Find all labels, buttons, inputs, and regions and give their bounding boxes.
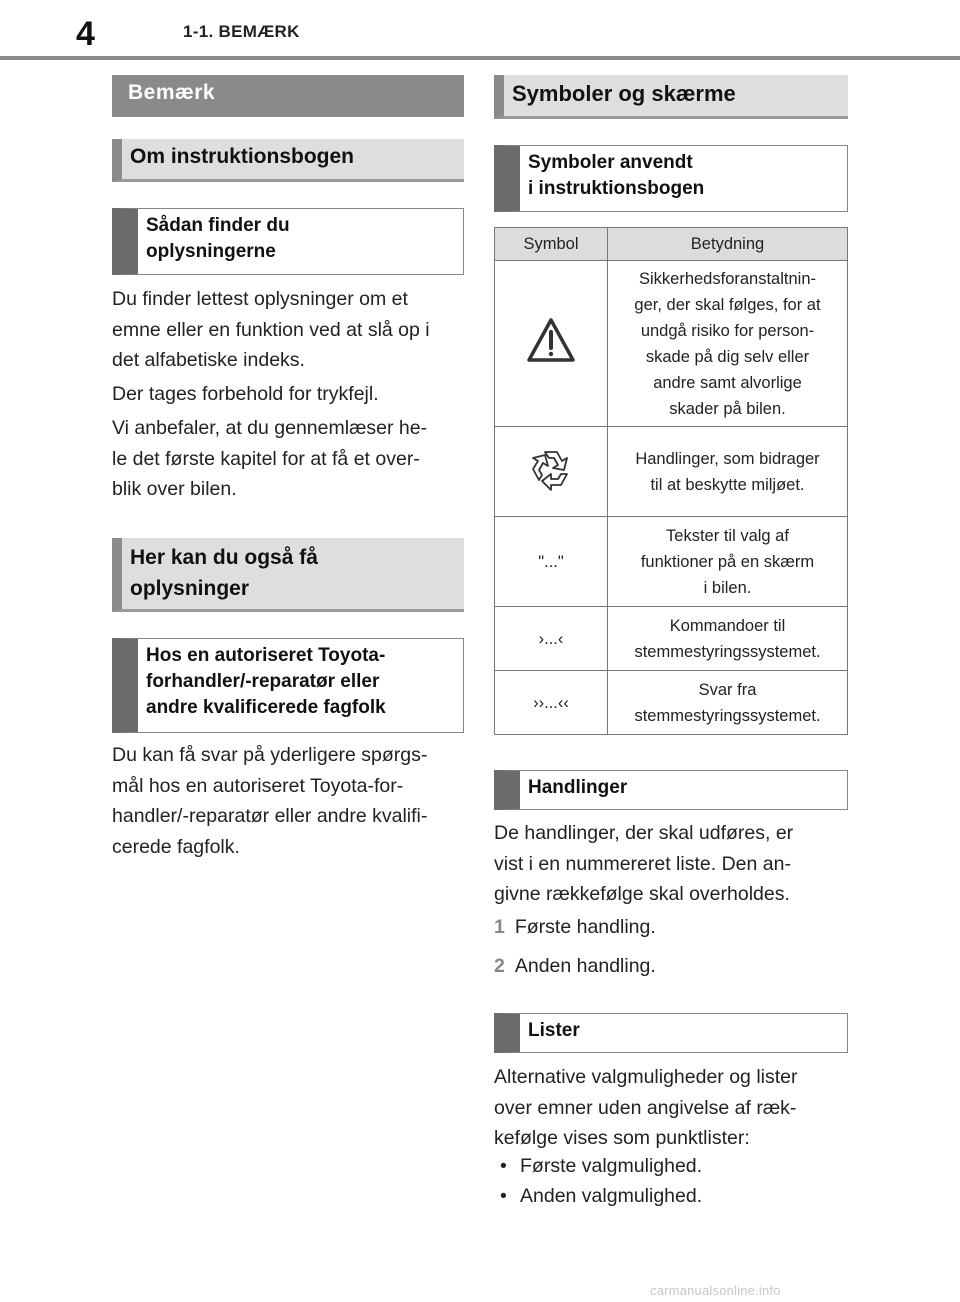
text-line: undgå risiko for person- (640, 321, 815, 340)
step-number: 2 (494, 955, 505, 977)
meaning-cell (608, 607, 848, 671)
text-line: le det første kapitel for at få et over- (112, 447, 420, 470)
box-heading-line: forhandler/-reparatør eller (146, 671, 380, 692)
header-rule (0, 56, 960, 60)
text-line: over emner uden angivelse af ræk- (494, 1096, 797, 1119)
symbol-cell: ››...‹‹ (495, 671, 608, 735)
table-row (495, 607, 848, 671)
box-heading-line: Sådan finder du (146, 215, 290, 236)
text-line: skader på bilen. (669, 399, 786, 418)
box-heading-symbols-used (494, 145, 848, 212)
box-heading-line: Lister (528, 1020, 580, 1041)
text-line: stemmestyringssystemet. (634, 642, 821, 661)
list-item-text: Første valgmulighed. (520, 1155, 703, 1177)
meaning-cell (608, 517, 848, 607)
recycle-icon (527, 444, 575, 492)
box-heading-line: andre kvalificerede fagfolk (146, 697, 386, 718)
text-line: i bilen. (703, 578, 752, 597)
symbol-cell (495, 261, 608, 427)
column-header-meaning: Betydning (608, 228, 848, 261)
paragraph-index (112, 284, 464, 376)
section-title-bemaerk: Bemærk (112, 75, 464, 117)
page-number: 4 (76, 15, 95, 53)
text-line: Handlinger, som bidrager (635, 449, 820, 468)
text-line: til at beskytte miljøet. (650, 475, 805, 494)
step-item (494, 951, 656, 981)
text-line: handler/-reparatør eller andre kvalifi- (112, 805, 428, 827)
symbol-cell (495, 427, 608, 517)
step-text: Første handling. (514, 916, 656, 938)
table-row (495, 261, 848, 427)
section-title-symbols: Symboler og skærme (494, 75, 848, 119)
box-heading-actions (494, 770, 848, 810)
box-heading-find-info (112, 208, 464, 275)
paragraph-dealer (112, 740, 464, 862)
text-line: andre samt alvorlige (653, 373, 802, 392)
table-header-row (495, 228, 848, 261)
step-number: 1 (494, 916, 505, 938)
text-line: mål hos en autoriseret Toyota-for- (112, 774, 404, 797)
meaning-cell (608, 427, 848, 517)
text-line: det alfabetiske indeks. (112, 349, 305, 371)
bullet-icon: • (500, 1155, 507, 1177)
warning-triangle-icon (526, 317, 576, 363)
text-line: blik over bilen. (112, 478, 237, 500)
text-line: Tekster til valg af (666, 526, 789, 545)
step-text: Anden handling. (514, 955, 656, 977)
text-line: cerede fagfolk. (112, 835, 240, 858)
table-row (495, 427, 848, 517)
chapter-header: 1-1. BEMÆRK (183, 22, 300, 41)
text-line: Vi anbefaler, at du gennemlæser he- (112, 417, 428, 439)
text-line: Der tages forbehold for trykfejl. (112, 383, 379, 405)
meaning-cell (608, 671, 848, 735)
subsection-line: oplysninger (130, 577, 250, 600)
text-line: Sikkerhedsforanstaltnin- (638, 269, 816, 288)
bullet-icon: • (500, 1185, 507, 1207)
text-line: ger, der skal følges, for at (634, 295, 821, 314)
text-line: vist i en nummereret liste. Den an- (494, 852, 791, 875)
text-line: De handlinger, der skal udføres, er (494, 822, 794, 844)
text-line: kefølge vises som punktlister: (494, 1127, 750, 1149)
meaning-cell (608, 261, 848, 427)
table-row (495, 517, 848, 607)
symbol-cell: "..." (495, 517, 608, 607)
text-line: givne rækkefølge skal overholdes. (494, 883, 790, 905)
text-line: Svar fra (698, 680, 757, 699)
box-heading-dealer (112, 638, 464, 733)
paragraph-printing-errors (112, 379, 464, 410)
box-heading-lists (494, 1013, 848, 1053)
step-item (494, 912, 656, 942)
text-line: Alternative valgmuligheder og lister (494, 1066, 798, 1088)
text-line: skade på dig selv eller (645, 347, 810, 366)
paragraph-actions (494, 818, 848, 910)
text-line: funktioner på en skærm (640, 552, 815, 571)
list-item (494, 1151, 702, 1181)
box-heading-line: Handlinger (528, 777, 628, 798)
list-item-text: Anden valgmulighed. (520, 1185, 703, 1207)
box-heading-line: Symboler anvendt (528, 152, 693, 173)
box-heading-line: i instruktionsbogen (528, 178, 705, 199)
box-heading-line: Hos en autoriseret Toyota- (146, 645, 386, 666)
text-line: Kommandoer til (669, 616, 786, 635)
column-header-symbol: Symbol (495, 228, 608, 261)
symbol-cell: ›...‹ (495, 607, 608, 671)
paragraph-lists (494, 1062, 848, 1154)
text-line: Du finder lettest oplysninger om et (112, 288, 408, 310)
text-line: stemmestyringssystemet. (634, 706, 821, 725)
text-line: Du kan få svar på yderligere spørgs- (112, 744, 428, 766)
subsection-line: Her kan du også få (130, 546, 318, 569)
box-heading-line: oplysningerne (146, 241, 276, 262)
list-item (494, 1181, 702, 1211)
symbols-table (494, 227, 848, 735)
subsection-more-info (112, 538, 464, 612)
paragraph-recommendation (112, 413, 464, 505)
text-line: emne eller en funktion ved at slå op i (112, 318, 430, 341)
subsection-om-instruktionsbogen: Om instruktionsbogen (112, 139, 464, 182)
watermark: carmanualsonline.info (650, 1283, 781, 1298)
table-row (495, 671, 848, 735)
